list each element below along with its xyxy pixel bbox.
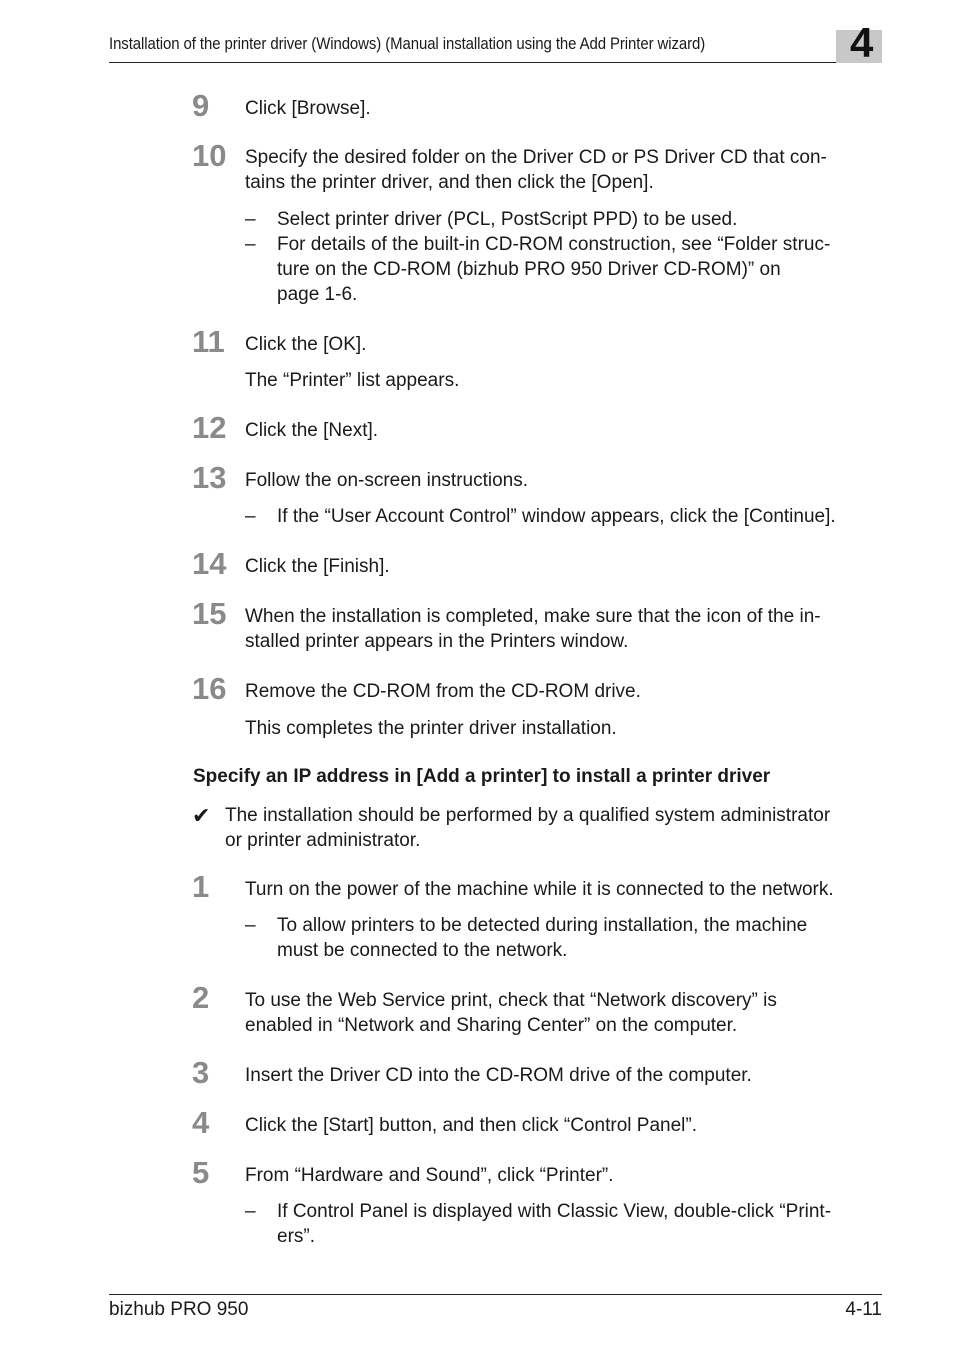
step-text: Click the [Next].: [245, 420, 379, 441]
step-text: Specify the desired folder on the Driver CD or PS Driver CD that con-: [245, 147, 827, 168]
step-number: 4: [192, 1105, 210, 1140]
step-text: Insert the Driver CD into the CD-ROM drive of the computer.: [245, 1065, 752, 1086]
step-note: This completes the printer driver installation.: [245, 718, 617, 739]
step-text: Turn on the power of the machine while it is connected to the network.: [245, 879, 834, 900]
section-heading: Specify an IP address in [Add a printer] to install a printer driver: [193, 766, 771, 787]
step-number: 15: [192, 596, 227, 631]
step-text: enabled in “Network and Sharing Center” on the computer.: [245, 1015, 738, 1036]
running-header: Installation of the printer driver (Windows) (Manual installation using the Add Printer wizard): [109, 34, 706, 53]
bullet-dash: –: [245, 506, 256, 527]
page-number: 4-11: [845, 1299, 882, 1320]
step-text: Click the [Finish].: [245, 556, 390, 577]
step-text: Click [Browse].: [245, 98, 371, 119]
bullet-text: must be connected to the network.: [277, 940, 568, 961]
step-text: When the installation is completed, make sure that the icon of the in-: [245, 606, 821, 627]
bullet-text: To allow printers to be detected during installation, the machine: [277, 915, 808, 936]
prerequisite-text: or printer administrator.: [225, 830, 421, 851]
step-text: Remove the CD-ROM from the CD-ROM drive.: [245, 681, 641, 702]
bullet-dash: –: [245, 209, 256, 230]
bullet-text: ture on the CD-ROM (bizhub PRO 950 Driver CD-ROM)” on: [277, 259, 781, 280]
step-note: The “Printer” list appears.: [245, 370, 460, 391]
step-number: 5: [192, 1155, 210, 1190]
step-text: Follow the on-screen instructions.: [245, 470, 529, 491]
checkmark-icon: ✔: [192, 803, 211, 828]
step-text: To use the Web Service print, check that “Network discovery” is: [245, 990, 777, 1011]
footer-rule: [109, 1294, 882, 1295]
chapter-number: 4: [850, 19, 874, 66]
step-number: 13: [192, 460, 227, 495]
step-text: From “Hardware and Sound”, click “Printer”.: [245, 1165, 614, 1186]
bullet-dash: –: [245, 915, 256, 936]
header-rule: [109, 62, 882, 63]
bullet-text: If the “User Account Control” window appears, click the [Continue].: [277, 506, 836, 527]
step-text: Click the [OK].: [245, 334, 367, 355]
bullet-text: Select printer driver (PCL, PostScript PPD) to be used.: [277, 209, 738, 230]
step-number: 10: [192, 138, 227, 173]
step-number: 1: [192, 869, 210, 904]
step-number: 14: [192, 546, 227, 581]
bullet-text: If Control Panel is displayed with Classic View, double-click “Print-: [277, 1201, 832, 1222]
bullet-text: ers”.: [277, 1226, 315, 1247]
prerequisite-text: The installation should be performed by a qualified system administrator: [225, 805, 831, 826]
step-number: 16: [192, 671, 227, 706]
bullet-text: For details of the built-in CD-ROM construction, see “Folder struc-: [277, 234, 831, 255]
step-number: 11: [192, 324, 225, 359]
step-number: 9: [192, 88, 210, 123]
bullet-dash: –: [245, 234, 256, 255]
step-text: Click the [Start] button, and then click “Control Panel”.: [245, 1115, 697, 1136]
footer-product: bizhub PRO 950: [109, 1299, 249, 1320]
bullet-dash: –: [245, 1201, 256, 1222]
step-number: 12: [192, 410, 227, 445]
step-text: tains the printer driver, and then click the [Open].: [245, 172, 654, 193]
step-number: 2: [192, 980, 210, 1015]
step-number: 3: [192, 1055, 210, 1090]
step-text: stalled printer appears in the Printers window.: [245, 631, 629, 652]
bullet-text: page 1-6.: [277, 284, 358, 305]
